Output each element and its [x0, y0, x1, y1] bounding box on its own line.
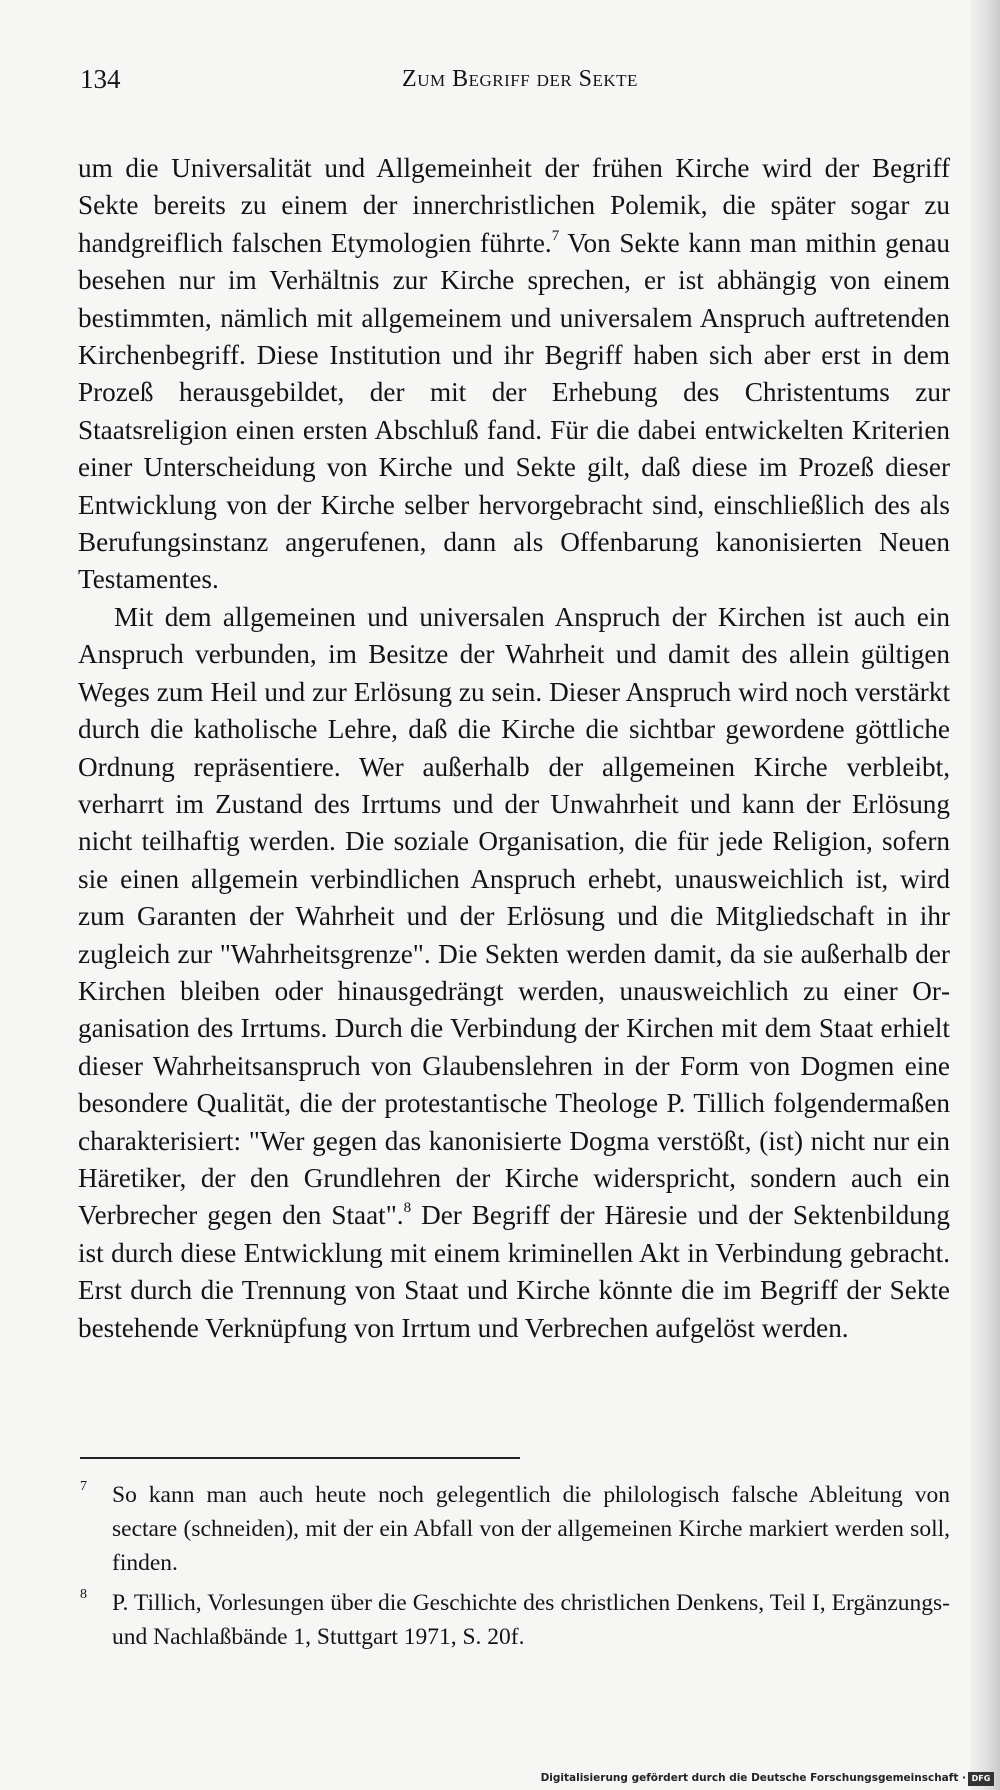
dfg-logo: DFG: [968, 1772, 994, 1786]
paragraph-2-text-a: Mit dem allgemeinen und universalen Anspruch der Kirchen ist auch ein Anspruch verbunden, im Besitze der Wahrheit und damit des allein gültigen Weges zum Heil und zur Erlösung zu sein. Dieser Anspruch wird noch verstärkt durch die katholische Lehre, daß die Kirche die sichtbar gewordene göttliche Ordnung repräsentiere. Wer außerhalb der allgemeinen Kirche verbleibt, verharrt im Zustand des Irrtums und der Unwahrheit und kann der Erlösung nicht teilhaftig werden. Die soziale Organisation, die für jede Religion, sofern sie einen allgemein verbindlichen Anspruch erhebt, unausweichlich ist, wird zum Garanten der Wahrheit und der Erlösung und die Mitgliedschaft in ihr zugleich zur "Wahrheitsgrenze". Die Sekten werden damit, da sie außerhalb der Kirchen bleiben oder hinausgedrängt werden, unausweichlich zu einer Organisation des Irrtums. Durch die Verbindung der Kirchen mit dem Staat erhielt dieser Wahrheitsanspruch von Glaubenslehren in der Form von Dogmen eine besondere Qualität, die der protestantische Theologe P. Tillich folgendermaßen charakterisiert: "Wer gegen das kanonisierte Dogma verstößt, (ist) nicht nur ein Häretiker, der den Grundlehren der Kirche widerspricht, sondern auch ein Verbrecher gegen den Staat".: [78, 601, 950, 1231]
page-number: 134: [80, 64, 121, 94]
footnote-text: P. Tillich, Vorlesungen über die Geschichte des christlichen Denkens, Teil I, Ergänzungs- und Nachlaßbände 1, Stuttgart 1971, S. 20f.: [112, 1590, 950, 1650]
footnote-divider: [80, 1457, 520, 1459]
running-title: Zum Begriff der Sekte: [402, 66, 638, 92]
digitization-credit: Digitalisierung gefördert durch die Deutsche Forschungsgemeinschaft ·: [540, 1772, 966, 1784]
footnote-marker: 7: [80, 1479, 87, 1494]
body-text: [78, 150, 950, 1347]
footnote-text: So kann man auch heute noch gelegentlich die philologisch falsche Ableitung von sectare (schneiden), mit der ein Abfall von der allgemeinen Kirche markiert werden soll, finden.: [112, 1482, 950, 1576]
page-edge-shadow: [970, 0, 1000, 1790]
footnote: [80, 1478, 950, 1580]
paragraph-1: [78, 150, 950, 599]
footnote-ref-7: 7: [551, 227, 560, 244]
footnote-marker: 8: [80, 1587, 87, 1602]
footnote: [80, 1586, 950, 1654]
paragraph-1-text-b: Von Sekte kann man mithin genau besehen nur im Verhältnis zur Kirche sprechen, er ist abhängig von einem bestimmten, nämlich mit allgemeinem und universalem Anspruch auftretenden Kirchenbegriff. Diese Institution und ihr Begriff haben sich aber erst in dem Prozeß herausgebildet, der mit der Erhebung des Christentums zur Staatsreligion einen ersten Abschluß fand. Für die dabei entwickelten Kriterien einer Unterscheidung von Kirche und Sekte gilt, daß diese im Prozeß dieser Entwicklung von der Kirche selber hervorgebracht sind, einschließlich des als Berufungsinstanz angerufenen, dann als Offenbarung kanonisierten Neuen Testamentes.: [78, 227, 950, 595]
paragraph-2-text-b: Der Begriff der Häresie und der Sektenbildung ist durch diese Entwicklung mit einem kriminellen Akt in Verbindung gebracht. Erst durch die Trennung von Staat und Kirche könnte die im Begriff der Sekte bestehende Verknüpfung von Irrtum und Verbrechen aufgelöst werden.: [78, 1200, 950, 1343]
paragraph-1-text-a: um die Universalität und Allgemeinheit der frühen Kirche wird der Begriff Sekte bereits zu einem der innerchristlichen Polemik, die später sogar zu handgreiflich falschen Etymologien führte.: [78, 153, 950, 258]
footnotes: [80, 1478, 950, 1660]
page-header: [80, 64, 960, 104]
paragraph-2: [78, 599, 950, 1347]
footnote-ref-8: 8: [403, 1200, 412, 1217]
